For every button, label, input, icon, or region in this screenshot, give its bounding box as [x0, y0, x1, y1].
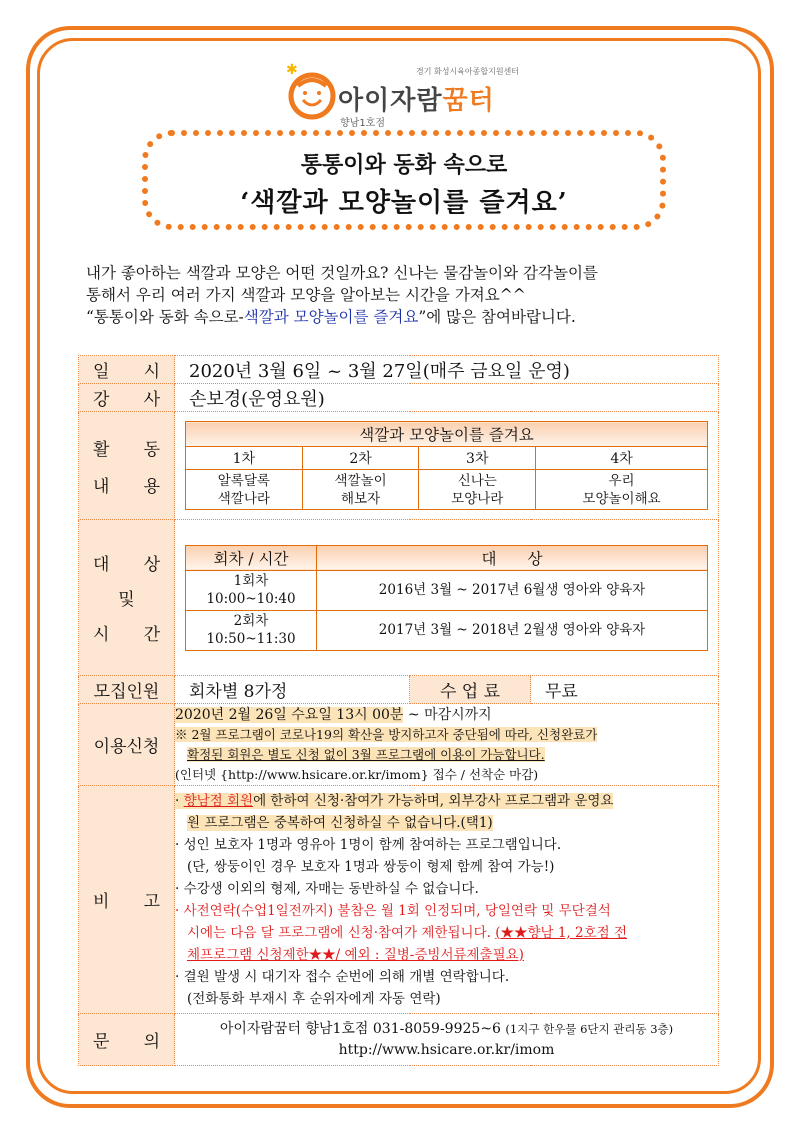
- session-1-time: 1회차 10:00~10:40: [186, 570, 317, 610]
- logo-name: 아이자람꿈터: [338, 86, 495, 116]
- instructor-label: 강 사: [79, 384, 175, 412]
- instructor-value: 손보경(운영요원): [175, 384, 719, 412]
- inquiry-row: [79, 1014, 719, 1066]
- title-line-1: 통통이와 동화 속으로: [300, 152, 508, 178]
- inquiry-label: 문 의: [79, 1014, 175, 1066]
- round-4-title: 우리 모양놀이해요: [536, 470, 708, 510]
- round-1-title: 알록달록 색깔나라: [186, 470, 303, 510]
- round-4-number: 4차: [536, 447, 708, 470]
- session-time-header: 회차 / 시간: [186, 545, 317, 570]
- target-row: [79, 520, 719, 676]
- program-info-table: [78, 355, 719, 1066]
- activity-content: [175, 412, 719, 520]
- remarks-content: · 향남점 회원에 한하여 신청·참여가 가능하며, 외부강사 프로그램과 운영요 원 프로그램은 중복하여 신청하실 수 없습니다.(택1) · 성인 보호자 1명과 영유아 1명이 함께 참여하는 프로그램입니다. (단, 쌍둥이인 경우 보호자 1명과 쌍둥이 형제 함께 참여 가능!) · 수강생 이외의 형제, 자매는 동반하실 수 없습니다. · 사전연락(수업1일전까지) 불참은 월 1회 인정되며, 당일연락 및 무단결석 시에는 다음 달 프로그램에 신청·참여가 제한됩니다. (★★향남 1, 2호점 전 체프로그램 신청제한★★/ 예외 : 질병-증빙서류제출필요) · 결원 발생 시 대기자 접수 순번에 의해 개별 연락합니다. (전화통화 부재시 후 순위자에게 자동 연락): [175, 786, 719, 1014]
- fee-label: 수 업 료: [410, 676, 531, 704]
- apply-content: 2020년 2월 26일 수요일 13시 00분 ~ 마감시까지 ※ 2월 프로그램이 코로나19의 확산을 방지하고자 중단됨에 따라, 신청완료가 확정된 회원은 별도 신청 없이 3월 프로그램에 이용이 가능합니다. (인터넷 {http://www.hsicare.or.kr/imom} 접수 / 선착순 마감): [175, 704, 719, 786]
- schedule-row: [79, 356, 719, 384]
- organization-label: 경기 화성시육아종합지원센터: [416, 67, 520, 76]
- target-content: [175, 520, 719, 676]
- title-box: [142, 130, 666, 230]
- title-line-2: ‘색깔과 모양놀이를 즐겨요’: [240, 188, 568, 218]
- activity-label: 활 동 내 용: [79, 412, 175, 520]
- intro-line-3: “통통이와 동화 속으로-색깔과 모양놀이를 즐겨요”에 많은 참여바랍니다.: [86, 308, 576, 326]
- branch-label: 향남1호점: [340, 118, 386, 129]
- smiling-child-icon: [284, 60, 340, 122]
- remarks-row: [79, 786, 719, 1014]
- fee-value: 무료: [531, 676, 719, 704]
- target-label: 대 상 및 시 간: [79, 520, 175, 676]
- session-2-target: 2017년 3월 ~ 2018년 2월생 영아와 양육자: [317, 610, 708, 650]
- activity-table: [185, 421, 708, 510]
- schedule-value: 2020년 3월 6일 ~ 3월 27일(매주 금요일 운영): [175, 356, 719, 384]
- recruit-row: [79, 676, 719, 704]
- website-link[interactable]: http://www.hsicare.or.kr/imom: [338, 1041, 555, 1058]
- intro-line-2: 통해서 우리 여러 가지 색깔과 모양을 알아보는 시간을 가져요^^: [86, 286, 526, 304]
- session-table: [185, 545, 708, 651]
- recruit-value: 회차별 8가정: [175, 676, 410, 704]
- round-2-title: 색깔놀이 해보자: [302, 470, 419, 510]
- activity-row: [79, 412, 719, 520]
- schedule-label: 일 시: [79, 356, 175, 384]
- apply-label: 이용신청: [79, 704, 175, 786]
- recruit-label: 모집인원: [79, 676, 175, 704]
- session-target-header: 대 상: [317, 545, 708, 570]
- svg-text:✱: ✱: [286, 62, 298, 78]
- intro-line-1: 내가 좋아하는 색깔과 모양은 어떤 것일까요? 신나는 물감놀이와 감각놀이를: [86, 264, 598, 282]
- session-2-time: 2회차 10:50~11:30: [186, 610, 317, 650]
- remarks-label: 비 고: [79, 786, 175, 1014]
- round-2-number: 2차: [302, 447, 419, 470]
- activity-header: 색깔과 모양놀이를 즐겨요: [186, 422, 708, 447]
- apply-row: [79, 704, 719, 786]
- logo: [284, 58, 544, 128]
- intro-text: [86, 262, 726, 328]
- round-3-number: 3차: [419, 447, 536, 470]
- instructor-row: [79, 384, 719, 412]
- inquiry-content: 아이자람꿈터 향남1호점 031-8059-9925~6 (1지구 한우물 6단지 관리동 3층) http://www.hsicare.or.kr/imom: [175, 1014, 719, 1066]
- round-1-number: 1차: [186, 447, 303, 470]
- session-1-target: 2016년 3월 ~ 2017년 6월생 영아와 양육자: [317, 570, 708, 610]
- round-3-title: 신나는 모양나라: [419, 470, 536, 510]
